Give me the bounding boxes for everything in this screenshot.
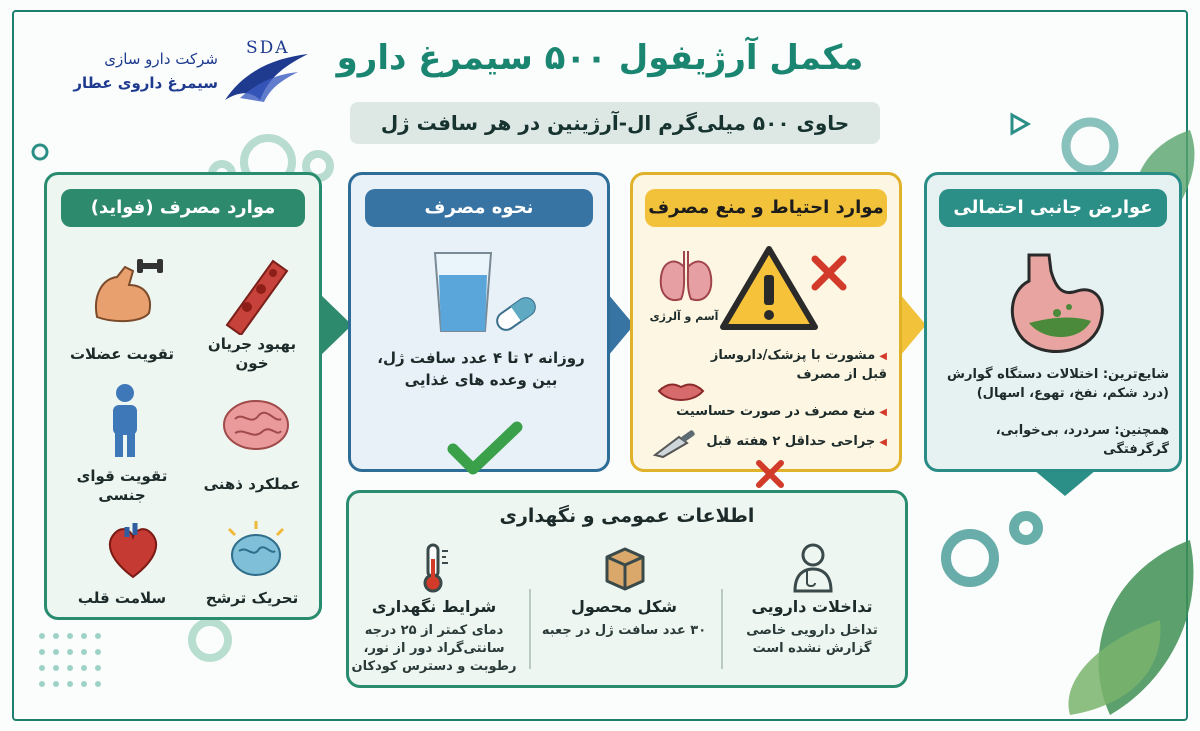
person-icon <box>105 383 145 459</box>
general-info-panel <box>346 490 908 688</box>
glowing-brain-icon <box>221 519 291 579</box>
triangle-decoration-icon <box>1008 112 1032 136</box>
stomach-icon <box>999 251 1109 361</box>
circle-decoration-icon <box>30 142 50 162</box>
form-text: ۳۰ عدد سافت ژل در جعبه <box>541 623 707 638</box>
thermometer-icon <box>411 543 455 593</box>
red-x-icon <box>809 253 849 293</box>
side-effects-header: عوارض جانبی احتمالی <box>939 189 1167 227</box>
use-label-mental: عملکرد ذهنی <box>203 475 301 493</box>
leaf-decoration-icon <box>1040 530 1200 720</box>
warning-triangle-icon <box>719 243 819 333</box>
form-heading: شکل محصول <box>570 597 677 616</box>
storage-text: دمای کمتر از ۲۵ درجه سانتی‌گراد دور از نور، رطوبت و دسترس کودکان <box>351 623 517 674</box>
dots-decoration-icon <box>34 628 114 708</box>
dosage-header: نحوه مصرف <box>365 189 593 227</box>
column-divider <box>721 589 723 669</box>
storage-heading: شرایط نگهداری <box>371 597 497 616</box>
logo-line2: سیمرغ داروی عطار <box>73 74 218 92</box>
heart-icon <box>101 519 165 583</box>
side-effects-text1: شایع‌ترین: اختلالات دستگاه گوارش (درد شکم، نفخ، تهوع، اسهال) <box>947 367 1169 401</box>
interactions-heading: تداخلات دارویی <box>751 597 873 616</box>
info-column-form <box>539 543 709 640</box>
gear-decoration-icon <box>930 500 1050 600</box>
logo-brand: SDA <box>246 38 290 58</box>
lips-icon <box>657 379 705 405</box>
lungs-label: آسم و آلرژی <box>649 310 719 323</box>
side-effects-panel <box>924 172 1182 472</box>
company-logo <box>40 38 310 108</box>
uses-panel <box>44 172 322 620</box>
capsule-icon <box>491 291 541 337</box>
brain-icon <box>221 397 291 453</box>
simorgh-bird-icon <box>220 50 310 110</box>
page-subtitle: حاوی ۵۰۰ میلی‌گرم ال-آرژینین در هر سافت ژل <box>350 102 880 144</box>
info-column-storage <box>347 543 521 676</box>
page-title: مکمل آرژیفول ۵۰۰ سیمرغ دارو <box>336 38 864 78</box>
blood-vessel-icon <box>217 255 291 335</box>
info-column-interactions <box>727 543 897 658</box>
cautions-header: موارد احتیاط و منع مصرف <box>645 189 887 227</box>
interactions-text: تداخل دارویی خاصی گزارش نشده است <box>746 623 878 656</box>
uses-header: موارد مصرف (فواید) <box>61 189 305 227</box>
caution-bullet: ◀ مشورت با پزشک/داروساز قبل از مصرف <box>707 347 887 384</box>
doctor-icon <box>791 543 835 593</box>
general-info-header: اطلاعات عمومی و نگهداری <box>499 505 755 527</box>
caution-bullet: ◀ جراحی حداقل ۲ هفته قبل <box>687 433 887 452</box>
red-x-icon <box>753 457 787 491</box>
use-label-sexual: تقویت قوای جنسی <box>76 467 168 504</box>
side-effects-text2: همچنین: سردرد، بی‌خوابی، گرگرفتگی <box>995 423 1169 457</box>
column-divider <box>529 589 531 669</box>
logo-line1: شرکت دارو سازی <box>104 50 218 68</box>
use-label-muscle: تقویت عضلات <box>69 345 175 363</box>
flexed-arm-icon <box>87 257 167 327</box>
box-icon <box>603 543 647 593</box>
cautions-panel <box>630 172 902 472</box>
use-label-heart: سلامت قلب <box>77 589 167 607</box>
use-label-blood-flow: بهبود جریان خون <box>207 335 297 372</box>
caution-bullet: ◀ منع مصرف در صورت حساسیت <box>657 403 887 422</box>
checkmark-icon <box>447 421 523 477</box>
dosage-text: روزانه ۲ تا ۴ عدد سافت ژل، بین وعده های غذایی <box>377 349 585 389</box>
use-label-secretion: تحریک ترشح <box>205 589 299 607</box>
lungs-icon <box>655 247 717 307</box>
dosage-panel <box>348 172 610 472</box>
water-glass-icon <box>431 249 495 335</box>
